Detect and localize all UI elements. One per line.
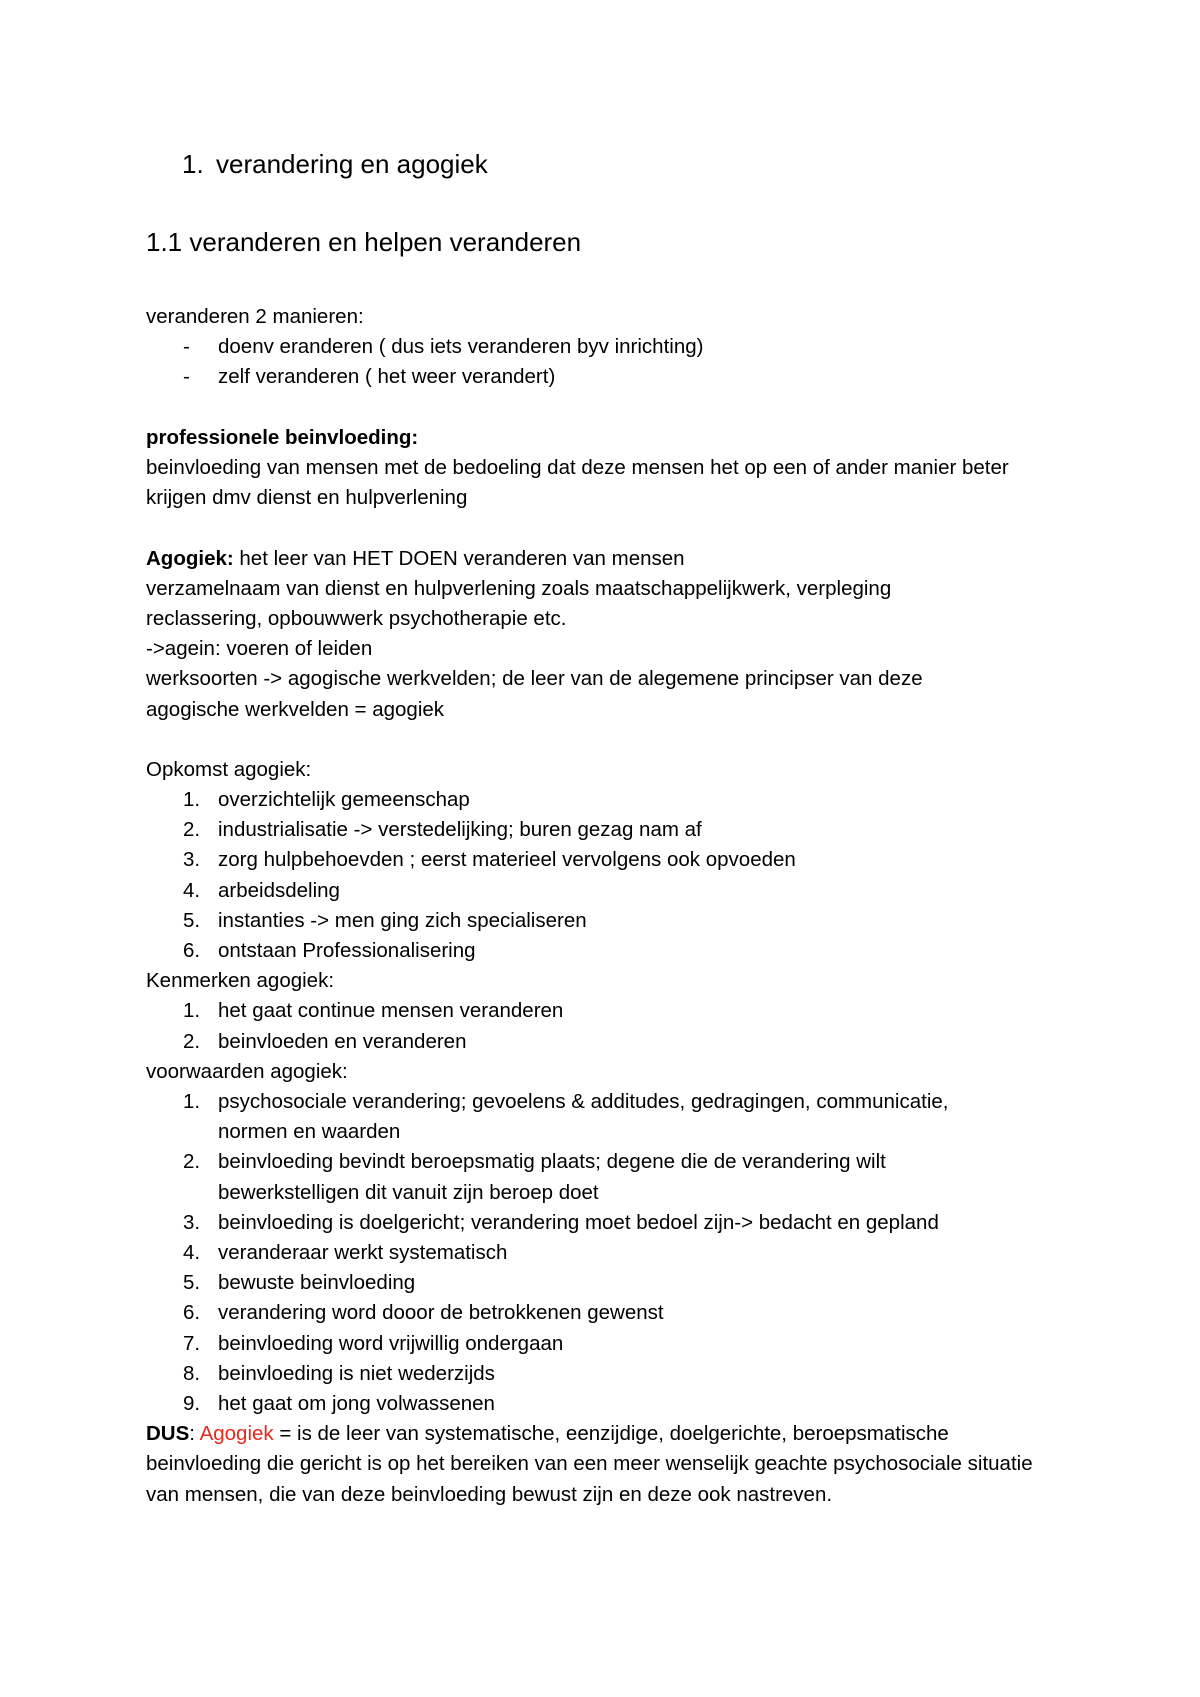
list-marker: 3.: [183, 848, 201, 872]
list-item-text: beinvloeden en veranderen: [218, 1029, 467, 1053]
list-item-text: beinvloeding word vrijwillig ondergaan: [218, 1331, 564, 1355]
kenmerken-title: Kenmerken agogiek:: [146, 969, 335, 993]
list-item-text: zelf veranderen ( het weer verandert): [218, 365, 556, 389]
list-item: [146, 815, 1066, 845]
list-marker: 3.: [183, 1210, 201, 1234]
list-item: [146, 1298, 1066, 1328]
list-item-text: beinvloeding is doelgericht; verandering moet bedoel zijn-> bedacht en gepland: [218, 1210, 939, 1234]
list-item-text: het gaat om jong volwassenen: [218, 1391, 495, 1415]
list-item-text: zorg hulpbehoevden ; eerst materieel vervolgens ook opvoeden: [218, 848, 796, 872]
list-item: [146, 1027, 1066, 1057]
heading-1-number: 1.: [182, 149, 204, 179]
list-marker: 4.: [183, 878, 201, 902]
list-marker: 1.: [183, 788, 201, 812]
list-marker: 7.: [183, 1331, 201, 1355]
dus-label: DUS: [146, 1422, 190, 1446]
list-item: [146, 1268, 1066, 1298]
veranderen-intro: veranderen 2 manieren:: [146, 305, 364, 328]
list-marker: 2.: [183, 1150, 201, 1174]
list-item: [146, 876, 1066, 906]
list-item: [146, 1389, 1066, 1419]
professioneel-label: professionele beinvloeding:: [146, 425, 419, 449]
list-item-text: beinvloeding is niet wederzijds: [218, 1361, 495, 1385]
list-item-text: veranderaar werkt systematisch: [218, 1240, 508, 1264]
list-marker: 2.: [183, 818, 201, 842]
heading-1-text: verandering en agogiek: [216, 149, 488, 179]
heading-2: 1.1 veranderen en helpen veranderen: [146, 227, 582, 257]
list-marker: 9.: [183, 1391, 201, 1415]
list-marker: 4.: [183, 1240, 201, 1264]
agogiek-definition: [146, 544, 1066, 574]
list-item: [146, 906, 1066, 936]
list-item-text: verandering word dooor de betrokkenen gewenst: [218, 1301, 664, 1325]
list-marker: 1.: [183, 999, 201, 1023]
list-item: [146, 1208, 1066, 1238]
heading-1: [182, 146, 488, 182]
list-item: [146, 1087, 1008, 1147]
list-item-text: ontstaan Professionalisering: [218, 939, 476, 963]
agogiek-label: Agogiek:: [146, 546, 234, 570]
document-body: [146, 302, 1066, 1510]
list-marker: 8.: [183, 1361, 201, 1385]
dus-text: = is de leer van systematische, eenzijdige, doelgerichte, beroepsmatische beinvloeding die gericht is op het bereiken van een meer wenselijk geachte psychosociale situatie van mensen, die van deze beinvloeding bewust zijn en deze ook nastreven.: [146, 1422, 1033, 1506]
agogiek-line-2: verzamelnaam van dienst en hulpverlening zoals maatschappelijkwerk, verpleging reclassering, opbouwwerk psychotherapie etc.: [146, 576, 892, 630]
list-item: [146, 332, 1066, 362]
list-item-text: overzichtelijk gemeenschap: [218, 788, 470, 812]
list-item: [146, 1329, 1066, 1359]
list-item-text: arbeidsdeling: [218, 878, 340, 902]
list-marker: 1.: [183, 1089, 201, 1113]
list-marker: 5.: [183, 1271, 201, 1295]
list-marker: 5.: [183, 908, 201, 932]
list-item-text: industrialisatie -> verstedelijking; buren gezag nam af: [218, 818, 702, 842]
list-marker: 6.: [183, 939, 201, 963]
list-item-text: instanties -> men ging zich specialiseren: [218, 908, 587, 932]
agogiek-line-4: werksoorten -> agogische werkvelden; de leer van de alegemene principser van deze agogische werkvelden = agogiek: [146, 667, 923, 721]
agogiek-line-3: ->agein: voeren of leiden: [146, 637, 373, 661]
list-item: [146, 1238, 1066, 1268]
agogiek-label-rest: het leer van HET DOEN veranderen van mensen: [233, 546, 685, 570]
list-item: [146, 996, 1066, 1026]
list-marker: -: [183, 365, 190, 389]
list-item-text: beinvloeding bevindt beroepsmatig plaats; degene die de verandering wilt bewerkstelligen dit vanuit zijn beroep doet: [218, 1150, 886, 1204]
list-item: [146, 845, 1066, 875]
list-item: [146, 785, 1066, 815]
list-item-text: doenv eranderen ( dus iets veranderen byv inrichting): [218, 335, 704, 359]
dus-summary: [146, 1419, 1056, 1510]
list-marker: 2.: [183, 1029, 201, 1053]
list-marker: -: [183, 335, 190, 359]
dus-term: Agogiek: [199, 1422, 274, 1446]
list-item-text: het gaat continue mensen veranderen: [218, 999, 564, 1023]
list-item-text: psychosociale verandering; gevoelens & additudes, gedragingen, communicatie, normen en waarden: [218, 1089, 949, 1144]
list-item: [146, 936, 1066, 966]
list-item: [146, 1147, 1008, 1207]
list-item: [146, 362, 1066, 392]
list-item-text: bewuste beinvloeding: [218, 1271, 416, 1295]
list-item: [146, 1359, 1066, 1389]
dus-colon: :: [189, 1422, 200, 1446]
voorwaarden-title: voorwaarden agogiek:: [146, 1059, 348, 1083]
opkomst-title: Opkomst agogiek:: [146, 757, 312, 781]
professioneel-text: beinvloeding van mensen met de bedoeling dat deze mensen het op een of ander manier beter krijgen dmv dienst en hulpverlening: [146, 455, 1009, 510]
list-marker: 6.: [183, 1301, 201, 1325]
